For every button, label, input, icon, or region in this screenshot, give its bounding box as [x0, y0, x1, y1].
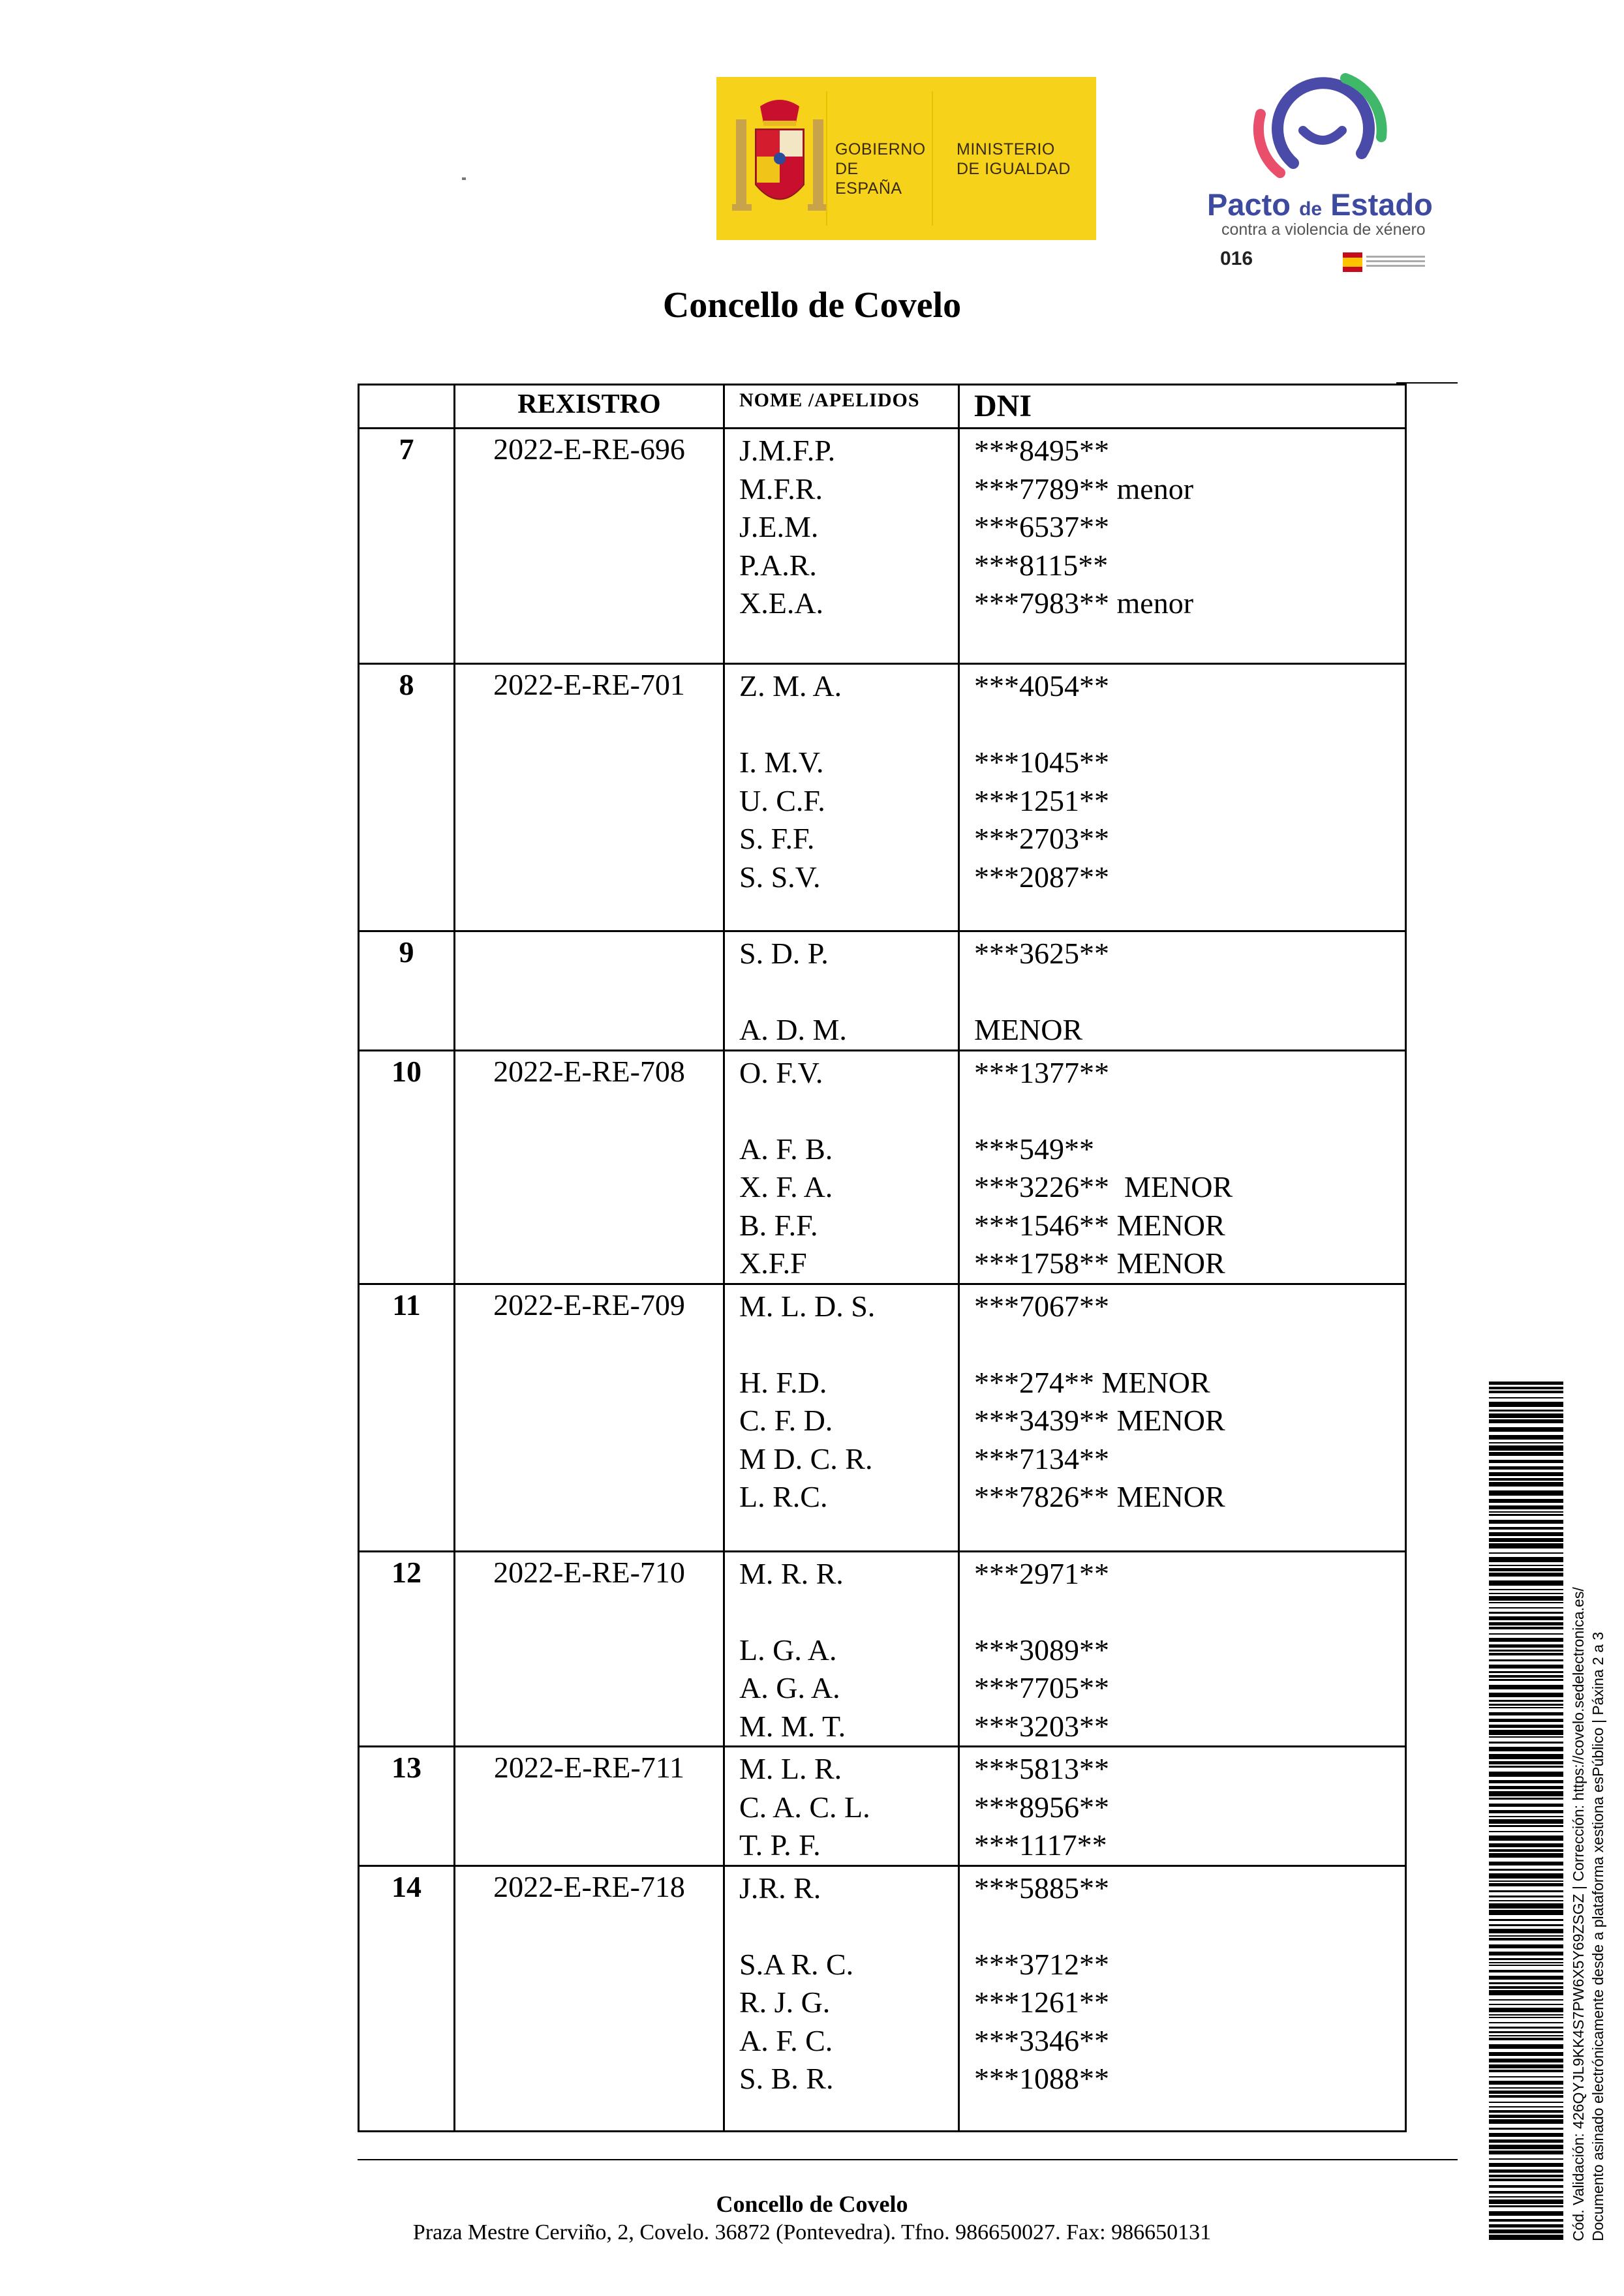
person-dni: ***1045**	[974, 746, 1109, 779]
row-dnis	[959, 1865, 1406, 2131]
row-dnis	[959, 931, 1406, 1051]
row-names	[724, 429, 959, 664]
person-initials	[739, 1593, 958, 1631]
row-register: 2022-E-RE-696	[455, 429, 724, 664]
row-register: 2022-E-RE-711	[455, 1747, 724, 1866]
row-register: 2022-E-RE-718	[455, 1865, 724, 2131]
validation-side-text: Cód. Validación: 426QYJL9KK4S7PW6X5Y69ZSGZ | Corrección: https://covelo.sedelectronica.es/ Documento asinado electrónicamente desde a plataforma xestiona esPúblico | Páxina 2 a 3	[1570, 1587, 1606, 2241]
ministerio-text: MINISTERIO DE IGUALDAD	[957, 140, 1071, 178]
person-initials: M D. C. R.	[739, 1442, 873, 1475]
person-dni: ***7705**	[974, 1671, 1109, 1704]
person-dni: ***1251**	[974, 783, 1109, 817]
hotline-badge: 016	[1220, 248, 1253, 269]
person-initials: Z. M. A.	[739, 669, 842, 702]
person-initials: A. F. B.	[739, 1132, 833, 1166]
person-dni: ***6537**	[974, 510, 1109, 543]
row-dnis	[959, 1747, 1406, 1866]
person-initials	[739, 1092, 958, 1130]
person-initials: J.R. R.	[739, 1871, 821, 1905]
person-initials: S. D. P.	[739, 937, 829, 970]
row-dnis	[959, 1551, 1406, 1747]
row-names	[724, 1551, 959, 1747]
person-dni	[974, 973, 1405, 1012]
person-dni	[974, 1325, 1405, 1364]
person-initials: M. M. T.	[739, 1709, 846, 1743]
table-row	[359, 1284, 1406, 1551]
row-number: 14	[359, 1865, 455, 2131]
person-dni: ***8115**	[974, 548, 1109, 582]
header-number	[359, 385, 455, 429]
person-dni: ***1117**	[974, 1828, 1107, 1862]
person-dni: ***274** MENOR	[974, 1365, 1210, 1399]
row-register: 2022-E-RE-710	[455, 1551, 724, 1747]
footer-rule	[358, 2159, 1458, 2160]
row-names	[724, 1284, 959, 1551]
gobierno-text: GOBIERNO DE ESPAÑA	[835, 140, 926, 198]
person-dni	[974, 1092, 1405, 1130]
person-dni: ***7826** MENOR	[974, 1480, 1225, 1513]
person-initials: P.A.R.	[739, 548, 817, 582]
pacto-title: Pacto de Estado	[1207, 187, 1433, 222]
row-number: 11	[359, 1284, 455, 1551]
row-names	[724, 664, 959, 931]
person-initials: X.E.A.	[739, 586, 824, 620]
footer-address: Praza Mestre Cerviño, 2, Covelo. 36872 (Pontevedra). Tfno. 986650027. Fax: 986650131	[412, 2220, 1212, 2244]
barcode-icon	[1489, 1382, 1563, 2241]
person-dni: ***3625**	[974, 937, 1109, 970]
person-dni: ***3226** MENOR	[974, 1170, 1233, 1203]
person-dni: ***7789** menor	[974, 472, 1194, 506]
person-initials: L. R.C.	[739, 1480, 828, 1513]
table-row	[359, 664, 1406, 931]
person-dni	[974, 1593, 1405, 1631]
pacto-ring-icon	[1248, 65, 1398, 189]
table-row	[359, 1747, 1406, 1866]
small-gov-logo-icon	[1366, 256, 1425, 270]
person-dni: ***1758** MENOR	[974, 1246, 1225, 1280]
person-dni: ***4054**	[974, 669, 1109, 702]
row-dnis	[959, 1284, 1406, 1551]
table-row	[359, 1865, 1406, 2131]
table-row	[359, 1050, 1406, 1284]
logo-divider	[932, 91, 933, 226]
person-initials: O. F.V.	[739, 1055, 823, 1089]
row-number: 9	[359, 931, 455, 1051]
person-initials: T. P. F.	[739, 1828, 821, 1862]
row-names	[724, 1865, 959, 2131]
person-dni: ***5813**	[974, 1752, 1109, 1785]
person-initials: S. S.V.	[739, 860, 821, 894]
person-dni	[974, 1907, 1405, 1946]
table-row	[359, 931, 1406, 1051]
person-initials: J.E.M.	[739, 510, 819, 543]
person-dni: ***3089**	[974, 1633, 1109, 1667]
person-initials: L. G. A.	[739, 1633, 837, 1667]
person-initials: I. M.V.	[739, 746, 824, 779]
header-register: REXISTRO	[455, 385, 724, 429]
row-number: 13	[359, 1747, 455, 1866]
person-dni: ***3439** MENOR	[974, 1404, 1225, 1437]
table-row	[359, 429, 1406, 664]
header-name: NOME /APELIDOS	[724, 385, 959, 429]
person-dni: ***7983** menor	[974, 586, 1194, 620]
row-number: 12	[359, 1551, 455, 1747]
person-dni: ***1546** MENOR	[974, 1208, 1225, 1242]
row-register: 2022-E-RE-709	[455, 1284, 724, 1551]
person-initials	[739, 1325, 958, 1364]
person-initials: A. F. C.	[739, 2023, 833, 2057]
row-names	[724, 931, 959, 1051]
person-initials: C. A. C. L.	[739, 1790, 870, 1824]
person-dni: ***1088**	[974, 2062, 1109, 2095]
person-initials: A. G. A.	[739, 1671, 840, 1704]
person-dni: ***1261**	[974, 1986, 1109, 2019]
stray-mark	[462, 177, 466, 180]
row-number: 8	[359, 664, 455, 931]
person-dni: ***3346**	[974, 2023, 1109, 2057]
row-dnis	[959, 429, 1406, 664]
row-register: 2022-E-RE-708	[455, 1050, 724, 1284]
person-initials: M. L. R.	[739, 1752, 842, 1785]
person-dni: ***3203**	[974, 1709, 1109, 1743]
person-dni: ***2703**	[974, 822, 1109, 855]
person-initials: R. J. G.	[739, 1986, 831, 2019]
person-initials	[739, 706, 958, 744]
person-dni: ***5885**	[974, 1871, 1109, 1905]
person-initials	[739, 973, 958, 1012]
pacto-de-estado-logo	[1201, 65, 1462, 280]
pacto-subtitle: contra a violencia de xénero	[1221, 220, 1426, 239]
person-initials	[739, 1907, 958, 1946]
person-initials: J.M.F.P.	[739, 434, 836, 467]
person-initials: M.F.R.	[739, 472, 823, 506]
row-names	[724, 1050, 959, 1284]
row-dnis	[959, 664, 1406, 931]
person-initials: A. D. M.	[739, 1013, 847, 1046]
row-dnis	[959, 1050, 1406, 1284]
person-initials: S. F.F.	[739, 822, 815, 855]
person-initials: M. R. R.	[739, 1556, 844, 1590]
spain-flag-icon	[1343, 252, 1362, 272]
person-dni: ***7134**	[974, 1442, 1109, 1475]
person-initials: S.A R. C.	[739, 1947, 854, 1981]
person-dni: ***1377**	[974, 1055, 1109, 1089]
page-title: Concello de Covelo	[662, 285, 962, 325]
person-dni	[974, 706, 1405, 744]
person-dni: MENOR	[974, 1013, 1083, 1046]
row-register	[455, 931, 724, 1051]
person-dni: ***8495**	[974, 434, 1109, 467]
person-initials: H. F.D.	[739, 1365, 827, 1399]
row-register: 2022-E-RE-701	[455, 664, 724, 931]
coat-of-arms-icon	[731, 93, 829, 224]
person-dni: ***8956**	[974, 1790, 1109, 1824]
person-initials: X.F.F	[739, 1246, 807, 1280]
gobierno-ministerio-logo	[716, 77, 1096, 240]
person-dni: ***7067**	[974, 1289, 1109, 1323]
row-number: 7	[359, 429, 455, 664]
row-number: 10	[359, 1050, 455, 1284]
person-initials: C. F. D.	[739, 1404, 833, 1437]
person-initials: S. B. R.	[739, 2062, 834, 2095]
person-initials: B. F.F.	[739, 1208, 818, 1242]
person-initials: U. C.F.	[739, 783, 825, 817]
person-dni: ***2087**	[974, 860, 1109, 894]
logo-divider	[826, 91, 827, 226]
register-table	[358, 384, 1407, 2132]
person-dni: ***2971**	[974, 1556, 1109, 1590]
person-dni: ***549**	[974, 1132, 1094, 1166]
header-dni: DNI	[959, 385, 1406, 429]
table-row	[359, 1551, 1406, 1747]
person-initials: X. F. A.	[739, 1170, 833, 1203]
row-names	[724, 1747, 959, 1866]
person-dni: ***3712**	[974, 1947, 1109, 1981]
table-header-row	[359, 385, 1406, 429]
person-initials: M. L. D. S.	[739, 1289, 876, 1323]
footer-org-name: Concello de Covelo	[716, 2191, 908, 2217]
